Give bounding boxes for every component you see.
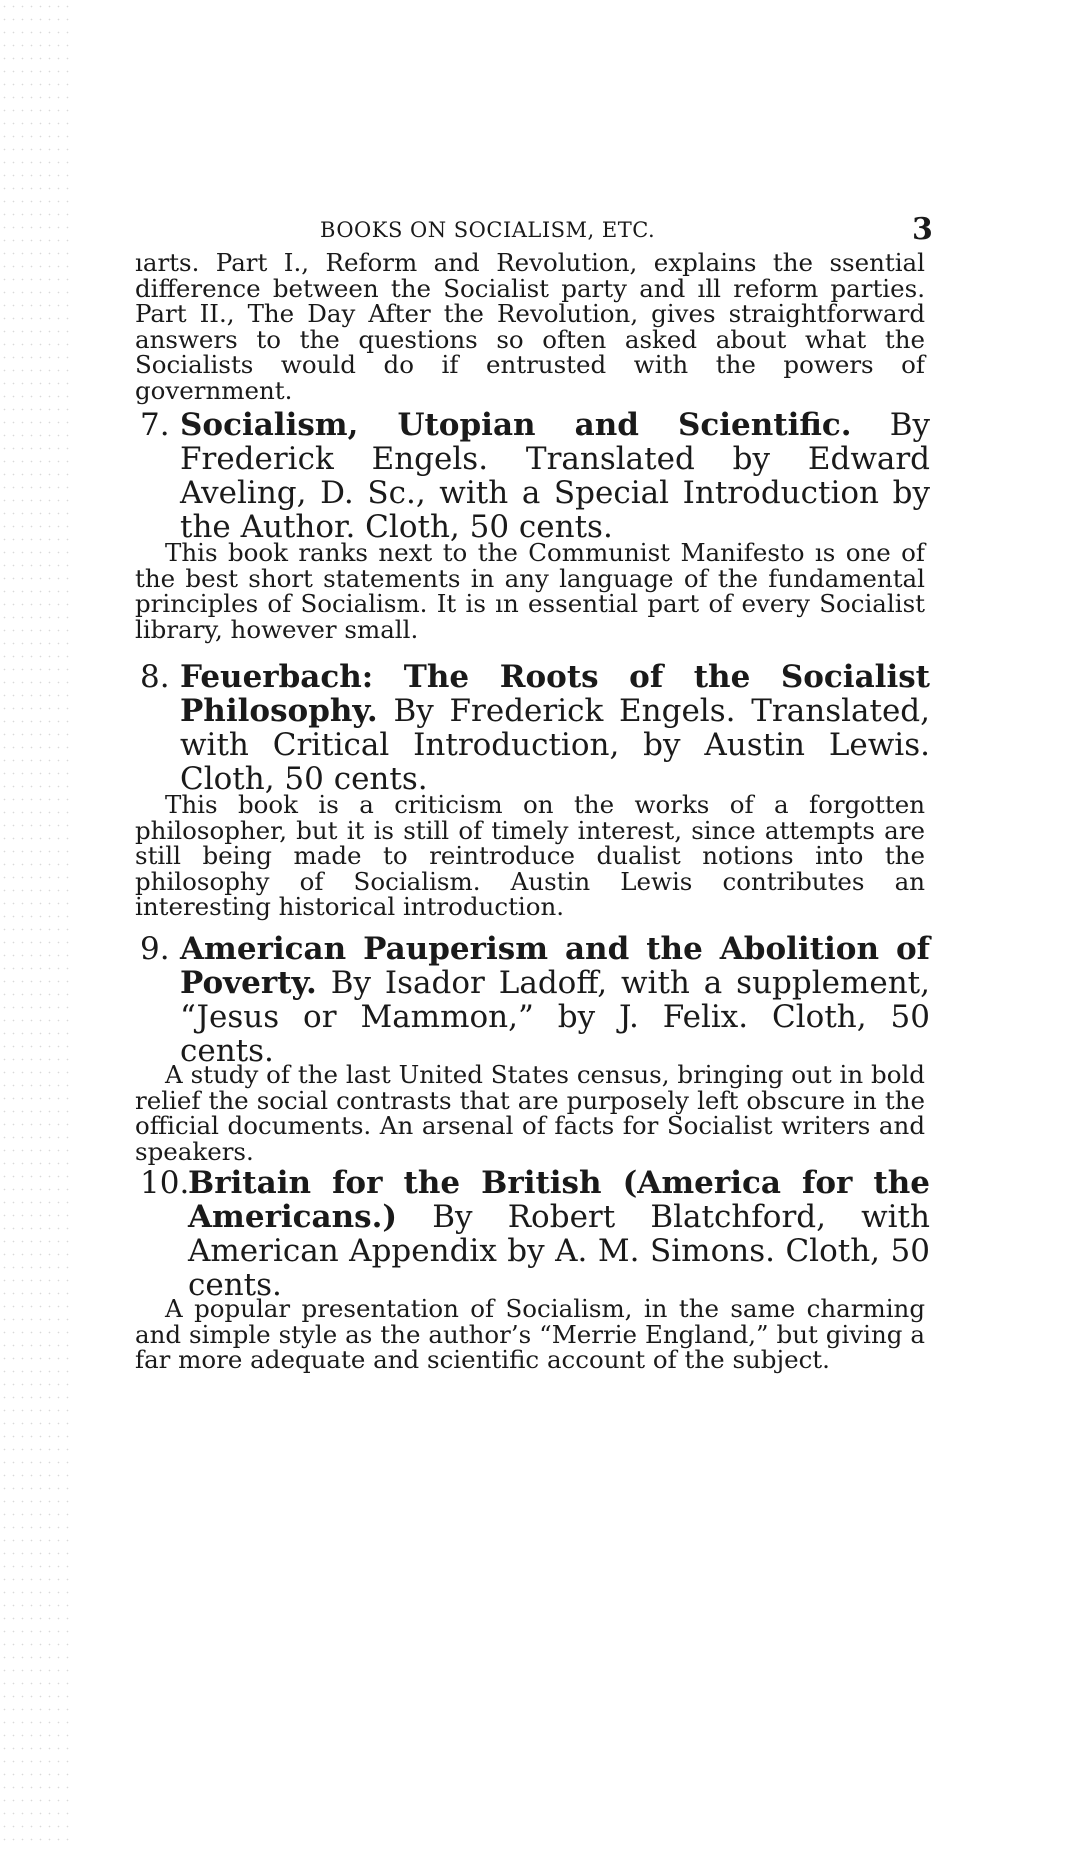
intro-paragraph: [135, 250, 925, 403]
entry-number: 9.: [140, 931, 170, 967]
entry-number: 7.: [140, 407, 170, 443]
entry-details: By Robert Blatchford, with American Appendix by A. M. Simons. Cloth, 50 cents.: [188, 1199, 930, 1303]
entry-description: This book ranks next to the Communist Manifesto ıs one of the best short statements in any language of the fundamental principles of Socialism. It is ın essential part of every Socialist library, however small.: [135, 538, 925, 644]
intro-paragraph-text: ıarts. Part I., Reform and Revolution, explains the ssential difference between the Socialist party and ıll reform parties. Part II., The Day After the Revolution, gives straightforward answers to the questions so often asked about what the Socialists would do if entrusted with the powers of government.: [135, 248, 925, 405]
entry-number: 8.: [140, 659, 170, 695]
book-entry-10: [140, 1166, 930, 1302]
entry-title: Socialism, Utopian and Scientific.: [180, 407, 852, 443]
book-entry-9: [140, 932, 930, 1068]
entry-title: Britain for the British (America for the Americans.): [188, 1165, 930, 1235]
entry-number: 10.: [140, 1165, 190, 1201]
entry-description: A popular presentation of Socialism, in the same charming and simple style as the author’s “Merrie England,” but giving a far more adequate and scientific account of the subject.: [135, 1294, 925, 1374]
entry-details: By Frederick Engels. Translated, with Critical Introduction, by Austin Lewis. Cloth, 50 cents.: [180, 693, 931, 797]
book-entry-8: [140, 660, 930, 796]
running-title: BOOKS ON SOCIALISM, ETC.: [320, 218, 656, 242]
entry-8-description: [135, 792, 925, 920]
page-number: 3: [912, 212, 934, 247]
entry-details: By Frederick Engels. Translated by Edward Aveling, D. Sc., with a Special Introduction by the Author. Cloth, 50 cents.: [180, 407, 930, 545]
entry-10-description: [135, 1296, 925, 1373]
entry-7-description: [135, 540, 925, 642]
entry-details: By Isador Ladoff, with a supplement, “Jesus or Mammon,” by J. Felix. Cloth, 50 cents.: [180, 965, 930, 1069]
running-header: [320, 212, 934, 247]
entry-description: A study of the last United States census, bringing out in bold relief the social contrasts that are purposely left obscure in the official documents. An arsenal of facts for Socialist writers and speakers.: [135, 1060, 925, 1166]
entry-9-description: [135, 1062, 925, 1164]
entry-description: This book is a criticism on the works of a forgotten philosopher, but it is still of timely interest, since attempts are still being made to reintroduce dualist notions into the philosophy of Socialism. Austin Lewis contributes an interesting historical introduction.: [135, 790, 925, 921]
book-entry-7: [140, 408, 930, 544]
entry-title: American Pauperism and the Abolition of Poverty.: [180, 931, 930, 1001]
entry-title: Feuerbach: The Roots of the Socialist Philosophy.: [180, 659, 930, 729]
